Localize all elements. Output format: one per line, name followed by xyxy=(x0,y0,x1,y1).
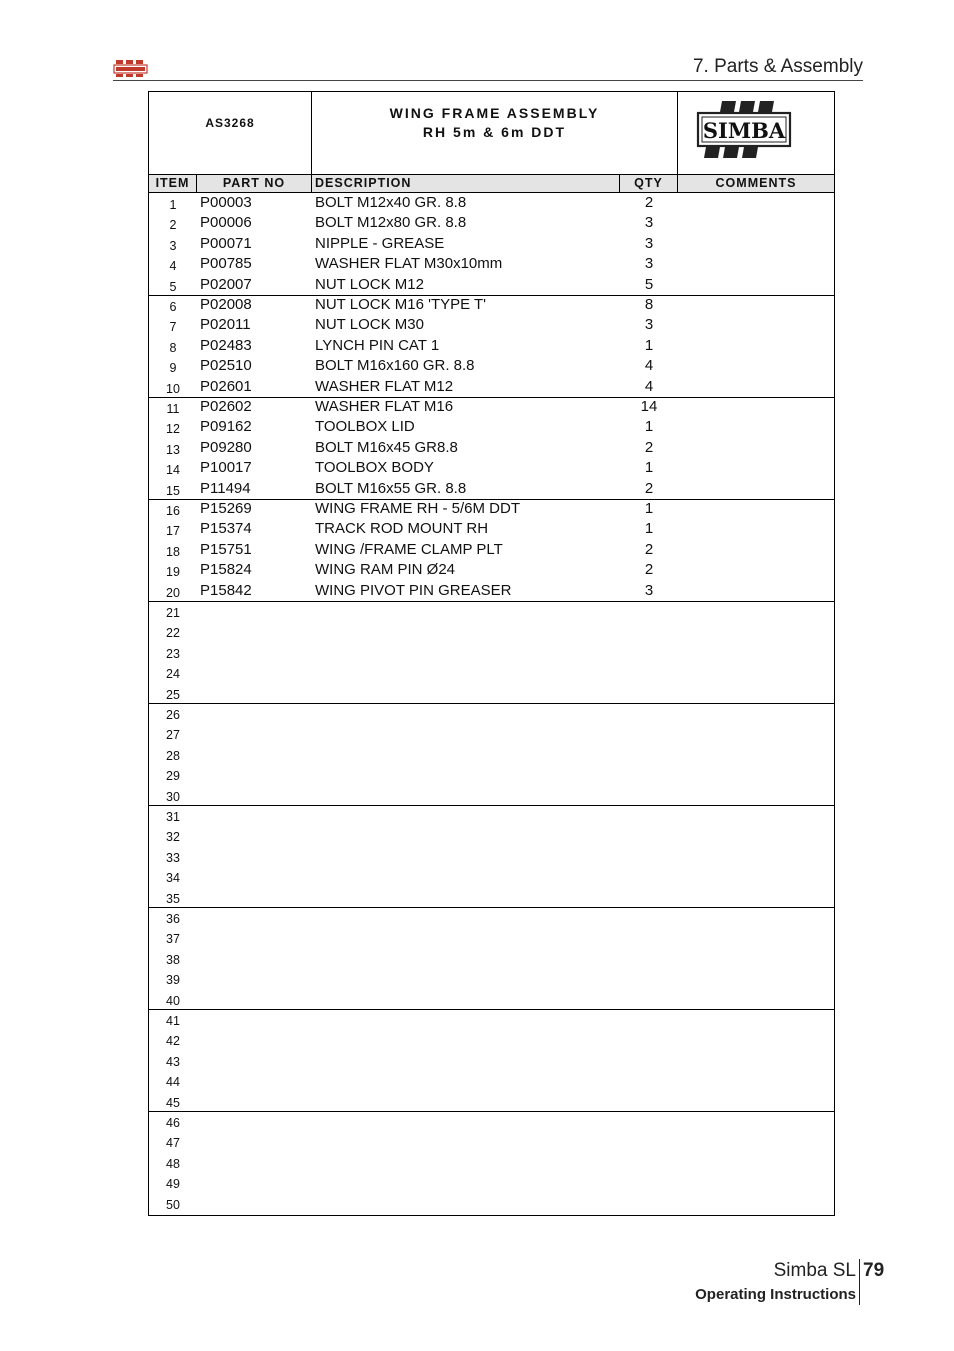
assembly-title xyxy=(312,92,678,174)
row-item-number: 18 xyxy=(166,544,180,559)
row-part-number: P15269 xyxy=(200,500,252,517)
row-quantity: 3 xyxy=(644,581,654,599)
row-item-number: 39 xyxy=(166,973,180,988)
table-row xyxy=(149,356,834,376)
row-quantity: 2 xyxy=(644,479,654,497)
row-part-number: P09280 xyxy=(200,438,252,456)
row-quantity: 1 xyxy=(644,459,654,477)
row-item-number: 8 xyxy=(169,340,177,355)
table-row xyxy=(149,907,834,927)
table-row xyxy=(149,560,834,580)
row-item-number: 24 xyxy=(166,667,180,682)
row-item-number: 50 xyxy=(166,1197,180,1212)
row-part-number: P15824 xyxy=(200,561,252,579)
row-item-number: 7 xyxy=(169,320,177,335)
table-row xyxy=(149,989,834,1009)
row-description: WING FRAME RH - 5/6M DDT xyxy=(315,500,520,517)
row-item-number: 37 xyxy=(166,932,180,947)
table-row xyxy=(149,397,834,417)
row-item-number: 22 xyxy=(166,626,180,641)
row-quantity: 1 xyxy=(644,336,654,354)
footer-page-number: 79 xyxy=(863,1260,885,1281)
table-row xyxy=(149,581,834,601)
row-part-number: P02510 xyxy=(200,357,252,375)
table-row xyxy=(149,948,834,968)
row-item-number: 44 xyxy=(166,1075,180,1090)
row-part-number: P09162 xyxy=(200,418,252,436)
row-part-number: P15842 xyxy=(200,581,252,599)
table-row xyxy=(149,968,834,988)
row-item-number: 36 xyxy=(166,912,180,926)
parts-sheet xyxy=(148,91,835,1216)
simba-brand-logo-icon xyxy=(696,100,792,160)
row-item-number: 47 xyxy=(166,1136,180,1151)
row-item-number: 40 xyxy=(166,993,180,1008)
row-part-number: P10017 xyxy=(200,459,252,477)
table-row xyxy=(149,621,834,641)
table-row xyxy=(149,275,834,295)
table-row xyxy=(149,744,834,764)
row-quantity: 2 xyxy=(644,561,654,579)
row-item-number: 49 xyxy=(166,1177,180,1192)
row-item-number: 16 xyxy=(166,504,180,518)
row-item-number: 34 xyxy=(166,871,180,886)
row-item-number: 23 xyxy=(166,646,180,661)
title-block xyxy=(149,92,834,174)
row-description: WASHER FLAT M30x10mm xyxy=(315,255,503,273)
row-description: BOLT M12x40 GR. 8.8 xyxy=(315,194,467,211)
row-part-number: P00003 xyxy=(200,194,252,211)
table-row xyxy=(149,377,834,397)
row-description: NUT LOCK M30 xyxy=(315,316,424,334)
footer-rule xyxy=(859,1259,860,1305)
row-part-number: P11494 xyxy=(200,479,251,497)
table-row xyxy=(149,866,834,886)
row-part-number: P02483 xyxy=(200,336,252,354)
simba-logo-icon xyxy=(113,59,148,78)
row-quantity: 2 xyxy=(644,540,654,558)
table-row xyxy=(149,601,834,621)
row-item-number: 11 xyxy=(166,402,180,416)
row-description: NIPPLE - GREASE xyxy=(315,234,445,252)
table-row xyxy=(149,1111,834,1131)
footer-document-title: Operating Instructions xyxy=(695,1286,856,1303)
assembly-title-line2: RH 5m & 6m DDT xyxy=(422,124,567,140)
table-row xyxy=(149,417,834,437)
row-item-number: 4 xyxy=(169,259,177,274)
row-part-number: P15374 xyxy=(200,520,252,538)
table-row xyxy=(149,846,834,866)
row-part-number: P02602 xyxy=(200,398,252,415)
column-header-row xyxy=(149,174,834,193)
row-quantity: 4 xyxy=(644,377,654,395)
row-description: WING /FRAME CLAMP PLT xyxy=(315,540,503,558)
row-quantity: 3 xyxy=(644,316,654,334)
row-item-number: 29 xyxy=(166,769,180,784)
table-row xyxy=(149,1131,834,1151)
row-item-number: 2 xyxy=(169,218,177,233)
section-title: 7. Parts & Assembly xyxy=(692,56,863,77)
row-item-number: 12 xyxy=(166,422,180,437)
column-header-part-no: PART NO xyxy=(197,175,312,192)
row-description: WASHER FLAT M16 xyxy=(315,398,454,415)
header-rule xyxy=(113,80,863,81)
row-item-number: 5 xyxy=(169,279,177,294)
table-row xyxy=(149,438,834,458)
row-description: WASHER FLAT M12 xyxy=(315,377,454,395)
table-row xyxy=(149,887,834,907)
table-row xyxy=(149,1009,834,1029)
row-description: BOLT M16x160 GR. 8.8 xyxy=(315,357,475,375)
table-row xyxy=(149,642,834,662)
row-part-number: P15751 xyxy=(200,540,252,558)
column-header-comments: COMMENTS xyxy=(715,176,797,190)
brand-logo-text: SIMBA xyxy=(702,118,786,143)
table-row xyxy=(149,683,834,703)
row-description: BOLT M12x80 GR. 8.8 xyxy=(315,214,467,232)
table-row xyxy=(149,1091,834,1111)
table-row xyxy=(149,703,834,723)
row-item-number: 35 xyxy=(166,891,180,906)
table-row xyxy=(149,1172,834,1192)
row-description: WING PIVOT PIN GREASER xyxy=(315,581,512,599)
row-description: NUT LOCK M12 xyxy=(315,275,424,293)
row-item-number: 1 xyxy=(169,198,177,212)
row-description: LYNCH PIN CAT 1 xyxy=(315,336,440,354)
row-quantity: 1 xyxy=(644,418,654,436)
table-row xyxy=(149,927,834,947)
table-row xyxy=(149,785,834,805)
row-item-number: 20 xyxy=(166,585,180,600)
row-item-number: 33 xyxy=(166,850,180,865)
column-header-qty: QTY xyxy=(620,175,678,192)
row-item-number: 9 xyxy=(169,361,177,376)
row-quantity: 1 xyxy=(644,520,654,538)
row-item-number: 41 xyxy=(166,1014,180,1028)
table-row xyxy=(149,1193,834,1213)
row-description: WING RAM PIN Ø24 xyxy=(315,561,456,579)
row-item-number: 17 xyxy=(166,524,180,539)
table-row xyxy=(149,540,834,560)
table-row xyxy=(149,1070,834,1090)
row-item-number: 25 xyxy=(166,687,180,702)
row-item-number: 19 xyxy=(166,565,180,580)
row-quantity: 14 xyxy=(640,398,658,415)
row-part-number: P00071 xyxy=(200,234,252,252)
row-item-number: 46 xyxy=(166,1116,180,1130)
row-quantity: 3 xyxy=(644,234,654,252)
footer-product-name: Simba SL xyxy=(773,1260,856,1281)
table-row xyxy=(149,336,834,356)
table-row xyxy=(149,479,834,499)
header-simba-logo xyxy=(113,59,148,78)
row-item-number: 3 xyxy=(169,238,177,253)
row-item-number: 27 xyxy=(166,728,180,743)
row-quantity: 3 xyxy=(644,214,654,232)
table-row xyxy=(149,315,834,335)
row-quantity: 2 xyxy=(644,438,654,456)
column-header-item: ITEM xyxy=(149,175,197,192)
row-description: BOLT M16x45 GR8.8 xyxy=(315,438,458,456)
row-quantity: 3 xyxy=(644,255,654,273)
table-row xyxy=(149,1152,834,1172)
row-item-number: 48 xyxy=(166,1156,180,1171)
row-description: TOOLBOX BODY xyxy=(315,459,434,477)
row-quantity: 2 xyxy=(644,194,654,211)
row-item-number: 45 xyxy=(166,1095,180,1110)
table-row xyxy=(149,254,834,274)
table-row xyxy=(149,1050,834,1070)
row-item-number: 21 xyxy=(166,606,180,620)
row-part-number: P02011 xyxy=(200,316,251,334)
row-description: NUT LOCK M16 'TYPE T' xyxy=(315,296,487,313)
table-row xyxy=(149,764,834,784)
table-row xyxy=(149,213,834,233)
table-row xyxy=(149,458,834,478)
assembly-code: AS3268 xyxy=(149,92,312,174)
row-item-number: 6 xyxy=(169,300,177,314)
row-item-number: 31 xyxy=(166,810,180,824)
row-part-number: P00006 xyxy=(200,214,252,232)
row-description: BOLT M16x55 GR. 8.8 xyxy=(315,479,467,497)
table-row xyxy=(149,662,834,682)
row-part-number: P02601 xyxy=(200,377,252,395)
table-row xyxy=(149,499,834,519)
row-item-number: 42 xyxy=(166,1034,180,1049)
row-quantity: 8 xyxy=(644,296,654,313)
row-item-number: 26 xyxy=(166,708,180,722)
table-row xyxy=(149,234,834,254)
row-quantity: 4 xyxy=(644,357,654,375)
row-description: TOOLBOX LID xyxy=(315,418,415,436)
brand-logo-cell xyxy=(678,92,834,174)
row-part-number: P02007 xyxy=(200,275,252,293)
table-row xyxy=(149,193,834,213)
row-item-number: 43 xyxy=(166,1054,180,1069)
row-quantity: 1 xyxy=(644,500,654,517)
row-item-number: 13 xyxy=(166,442,180,457)
row-item-number: 32 xyxy=(166,830,180,845)
row-description: TRACK ROD MOUNT RH xyxy=(315,520,489,538)
row-item-number: 15 xyxy=(166,483,180,498)
row-item-number: 10 xyxy=(166,381,180,396)
table-row xyxy=(149,723,834,743)
row-item-number: 38 xyxy=(166,952,180,967)
table-row xyxy=(149,805,834,825)
table-row xyxy=(149,295,834,315)
table-row xyxy=(149,1029,834,1049)
table-row xyxy=(149,519,834,539)
row-part-number: P00785 xyxy=(200,255,252,273)
table-row xyxy=(149,825,834,845)
row-item-number: 28 xyxy=(166,748,180,763)
row-item-number: 14 xyxy=(166,463,180,478)
row-item-number: 30 xyxy=(166,789,180,804)
row-part-number: P02008 xyxy=(200,296,252,313)
column-header-description: DESCRIPTION xyxy=(312,175,620,192)
assembly-title-line1: WING FRAME ASSEMBLY xyxy=(389,105,600,121)
row-quantity: 5 xyxy=(644,275,654,293)
